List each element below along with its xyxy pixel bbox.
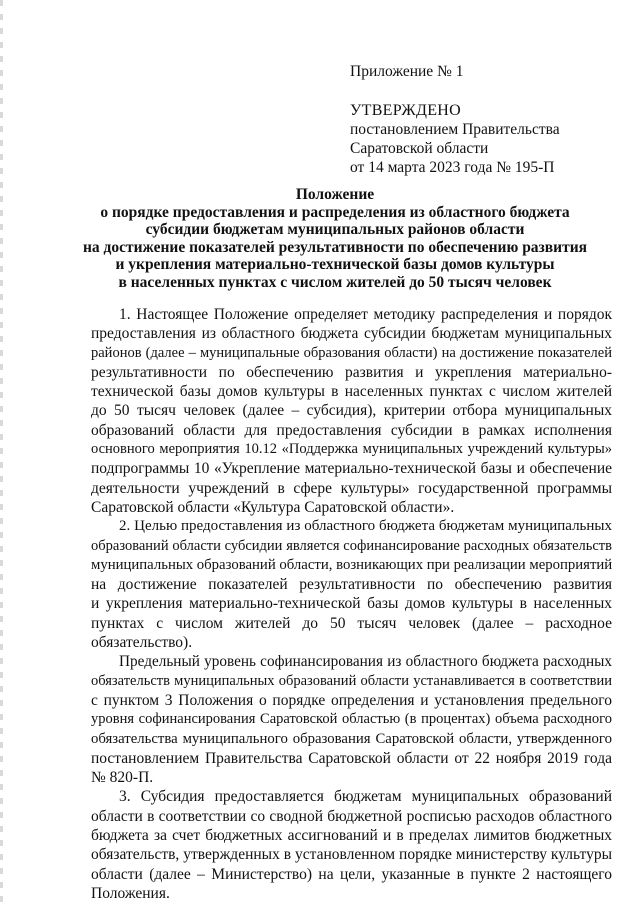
paragraph-line: области (далее – Министерство) на цели, указанные в пункте 2 настоящего — [91, 865, 612, 883]
paragraph-line: обязательств муниципальных образований области устанавливается в соответствии — [91, 672, 612, 689]
paragraph-line: основного мероприятия 10.12 «Поддержка муниципальных учреждений культуры» — [91, 441, 612, 458]
paragraph-line: с пунктом 3 Положения о порядке определения и установления предельного — [91, 691, 612, 709]
document-body — [91, 305, 612, 903]
title-line: субсидии бюджетам муниципальных районов области — [145, 221, 525, 239]
paragraph-line: деятельности учреждений в сфере культуры» государственной программы — [91, 479, 612, 497]
paragraph-line: уровня софинансирования Саратовской областью (в процентах) объема расходного — [91, 711, 612, 728]
approved-by-line-2: Саратовской области — [350, 140, 489, 157]
appendix-block — [350, 62, 610, 177]
paragraph-line: 3. Субсидия предоставляется бюджетам муниципальных образований — [119, 788, 612, 806]
paragraph-line: 2. Целью предоставления из областного бюджета бюджетам муниципальных — [119, 518, 612, 535]
title-line: на достижение показателей результативности по обеспечению развития — [82, 238, 588, 256]
paragraph — [91, 517, 612, 652]
title-line: в населенных пунктах с числом жителей до 50 тысяч человек — [118, 273, 552, 291]
appendix-label: Приложение № 1 — [350, 63, 464, 80]
paragraph-line: Положения. — [91, 884, 170, 902]
paragraph-line: результативности по обеспечению развития и укрепления материально- — [91, 363, 612, 381]
paragraph-line: подпрограммы 10 «Укрепление материально-технической базы и обеспечение — [91, 460, 612, 478]
title-line: Положение — [295, 186, 375, 203]
paragraph-line: области в соответствии со сводной бюджетной росписью расходов областного — [91, 807, 612, 825]
paragraph-line: Саратовской области «Культура Саратовской области». — [91, 498, 455, 516]
paragraph-line: на достижение показателей результативности по обеспечению развития — [91, 576, 612, 594]
paragraph-line: обязательство). — [91, 634, 193, 652]
paragraph-line: постановлением Правительства Саратовской области от 22 ноября 2019 года — [91, 749, 612, 767]
paragraph-line: обязательства муниципального образования Саратовской области, утвержденного — [91, 730, 612, 747]
title-line: и укрепления материально-технической базы домов культуры — [115, 256, 555, 274]
approved-stamp-text: УТВЕРЖДЕНО — [350, 102, 462, 119]
paragraph-line: технической базы домов культуры в населенных пунктах с числом жителей — [91, 383, 612, 401]
paragraph-line: и укрепления материально-технической базы домов культуры в населенных — [91, 595, 612, 613]
paragraph-line: образований области субсидии является софинансирование расходных обязательств — [91, 537, 612, 554]
paragraph — [91, 305, 612, 517]
paragraph-line: районов (далее – муниципальные образования области) на достижение показателей — [91, 344, 612, 361]
approval-date: от 14 марта 2023 года № 195-П — [350, 159, 555, 176]
paragraph-line: обязательств, утвержденных в установленном порядке министерству культуры — [91, 846, 612, 864]
paragraph-line: образований области для предоставления субсидии в рамках исполнения — [91, 421, 612, 439]
paragraph-line: № 820-П. — [91, 769, 154, 787]
document-title — [60, 186, 610, 292]
paragraph-line: бюджета за счет бюджетных ассигнований и в пределах лимитов бюджетных — [91, 827, 612, 845]
paragraph-line: муниципальных образований области, возникающих при реализации мероприятий — [91, 556, 613, 573]
paragraph-line: предоставления из областного бюджета субсидии бюджетам муниципальных — [91, 325, 612, 343]
paragraph — [91, 787, 612, 903]
approved-by-line-1: постановлением Правительства — [350, 121, 560, 138]
scan-edge — [0, 0, 3, 905]
paragraph-line: до 50 тысяч человек (далее – субсидия), критерии отбора муниципальных — [91, 402, 612, 420]
paragraph-line: Предельный уровень софинансирования из областного бюджета расходных — [119, 653, 612, 671]
paragraph-line: пунктах с числом жителей до 50 тысяч человек (далее – расходное — [91, 614, 612, 632]
paragraph-line: 1. Настоящее Положение определяет методику распределения и порядок — [119, 306, 612, 323]
paragraph — [91, 652, 612, 787]
title-line: о порядке предоставления и распределения из областного бюджета — [100, 203, 570, 221]
